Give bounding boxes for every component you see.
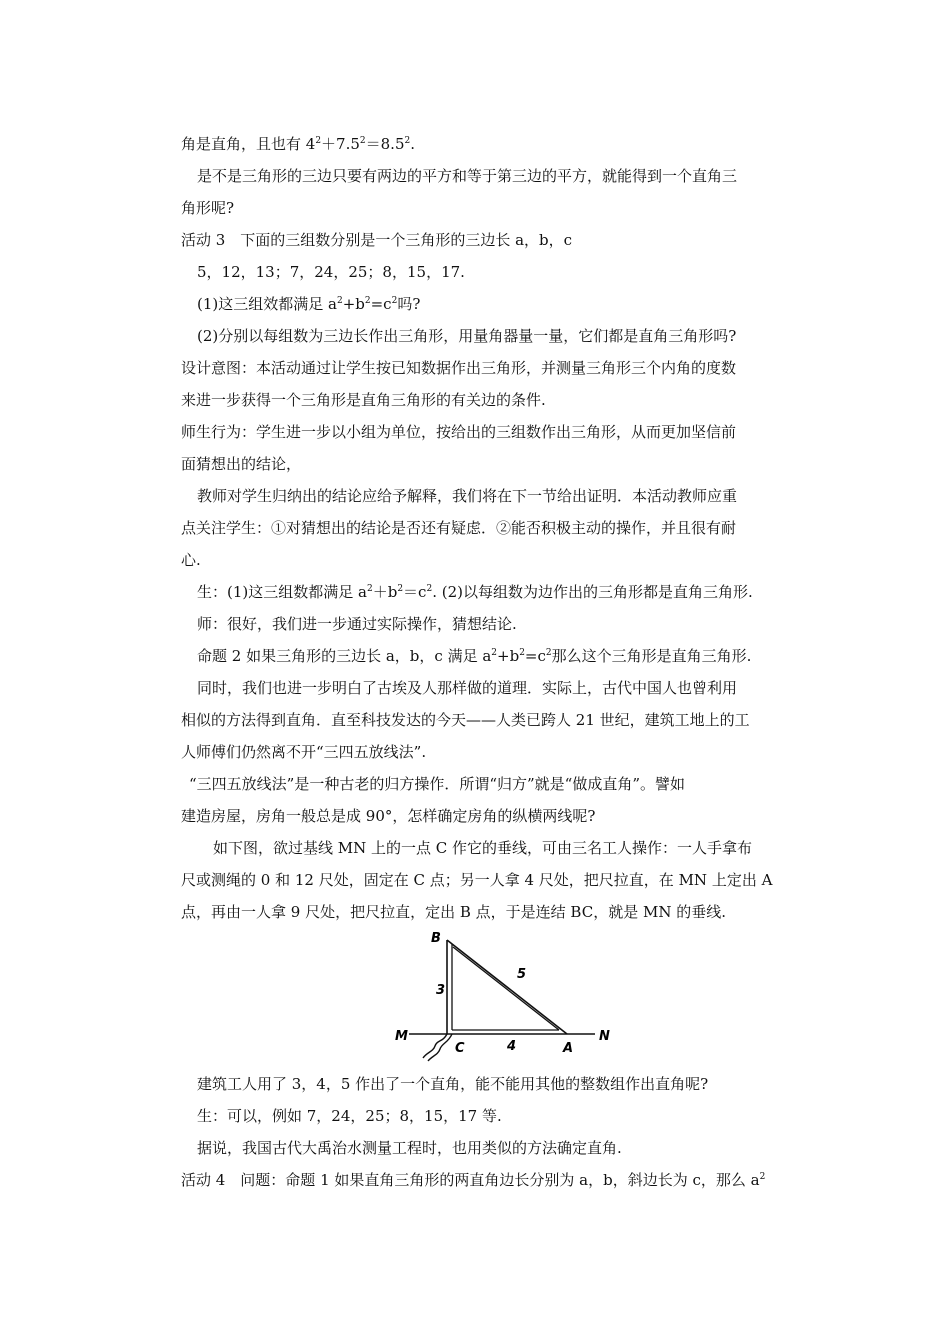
triangle-figure — [181, 930, 821, 1068]
paragraph-line: 同时，我们也进一步明白了古埃及人那样做的道理．实际上，古代中国人也曾利用 — [197, 679, 738, 697]
number-triples: 5，12，13；7，24，25；8，15，17. — [197, 263, 465, 281]
right-triangle-diagram — [391, 930, 631, 1062]
activity-4-line: 活动 4 问题：命题 1 如果直角三角形的两直角边长分别为 a，b，斜边长为 c，那么 $a^2$ — [181, 1171, 766, 1189]
paragraph-line: 角形呢? — [181, 199, 235, 217]
student-answer-2: 生：可以，例如 7，24，25；8，15，17 等. — [197, 1107, 502, 1125]
paragraph-line: “三四五放线法”是一种古老的归方操作．所谓“归方”就是“做成直角”。譬如 — [189, 775, 686, 793]
design-intent-line: 设计意图：本活动通过让学生按已知数据作出三角形，并测量三角形三个内角的度数 — [181, 359, 737, 377]
label-a: A — [563, 1041, 574, 1056]
paragraph-line: 角是直角，且也有 $4^2+7.5^2=8.5^2$. — [181, 135, 416, 153]
paragraph-line: 相似的方法得到直角．直至科技发达的今天——人类已跨人 21 世纪，建筑工地上的工 — [181, 711, 750, 729]
paragraph-line: 人师傅们仍然离不开“三四五放线法”. — [181, 743, 427, 761]
label-side-3: 3 — [436, 983, 446, 998]
activity-3-heading: 活动 3 下面的三组数分别是一个三角形的三边长 a，b，c — [181, 231, 573, 249]
question-2: (2)分别以每组数为三边长作出三角形，用量角器量一量，它们都是直角三角形吗? — [197, 327, 737, 345]
label-m: M — [395, 1029, 408, 1044]
label-n: N — [599, 1029, 610, 1044]
paragraph-line: 点关注学生：①对猜想出的结论是否还有疑虑．②能否积极主动的操作，并且很有耐 — [181, 519, 737, 537]
paragraph-line: 教师对学生归纳出的结论应给予解释，我们将在下一节给出证明．本活动教师应重 — [197, 487, 738, 505]
paragraph-line: 心. — [181, 551, 201, 569]
question-1: (1)这三组效都满足 $a^2+b^2=c^2$吗? — [197, 295, 421, 313]
paragraph-line: 建筑工人用了 3，4，5 作出了一个直角，能不能用其他的整数组作出直角呢? — [197, 1075, 709, 1093]
teacher-student-line: 师生行为：学生进一步以小组为单位，按给出的三组数作出三角形，从而更加坚信前 — [181, 423, 737, 441]
design-intent-line: 来进一步获得一个三角形是直角三角形的有关边的条件. — [181, 391, 546, 409]
side-ab-inner — [453, 947, 559, 1030]
label-side-5: 5 — [517, 967, 527, 982]
teacher-reply: 师：很好，我们进一步通过实际操作，猜想结论. — [197, 615, 517, 633]
document-page — [181, 128, 821, 1196]
student-answer: 生：(1)这三组数都满足 $a^2+b^2=c^2$. (2)以每组数为边作出的三角形都是直角三角形. — [197, 583, 753, 601]
label-b: B — [431, 931, 441, 946]
label-c: C — [455, 1041, 465, 1056]
paragraph-line: 建造房屋，房角一般总是成 90°，怎样确定房角的纵横两线呢? — [181, 807, 596, 825]
paragraph-line: 如下图，欲过基线 MN 上的一点 C 作它的垂线，可由三名工人操作：一人手拿布 — [213, 839, 753, 857]
rope-end-inner — [428, 1034, 452, 1061]
paragraph-line: 尺或测绳的 0 和 12 尺处，固定在 C 点；另一人拿 4 尺处，把尺拉直，在 MN 上定出 A — [181, 871, 773, 889]
teacher-student-line: 面猜想出的结论， — [181, 455, 302, 473]
proposition-2: 命题 2 如果三角形的三边长 a，b，c 满足 $a^2+b^2=c^2$那么这个三角形是直角三角形. — [197, 647, 752, 665]
label-side-4: 4 — [507, 1039, 517, 1054]
side-ab — [447, 940, 567, 1034]
paragraph-line: 据说，我国古代大禹治水测量工程时，也用类似的方法确定直角. — [197, 1139, 622, 1157]
paragraph-line: 点，再由一人拿 9 尺处，把尺拉直，定出 B 点，于是连结 BC，就是 MN 的垂线. — [181, 903, 726, 921]
paragraph-line: 是不是三角形的三边只要有两边的平方和等于第三边的平方，就能得到一个直角三 — [197, 167, 738, 185]
